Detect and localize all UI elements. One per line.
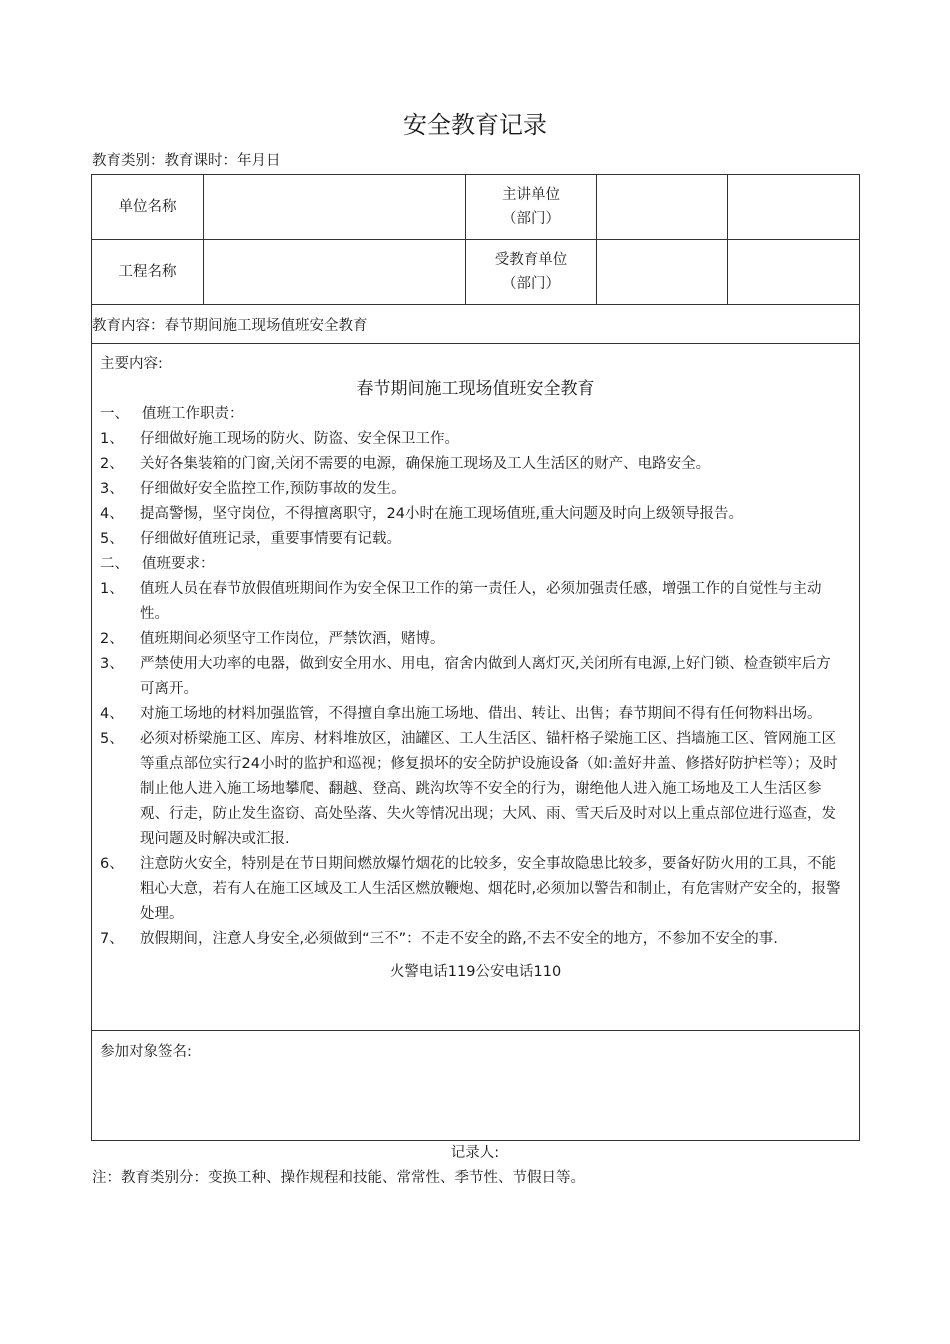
list-item (100, 702, 851, 727)
lecturer-unit-line2: （部门） (502, 211, 560, 227)
unit-name-label: 单位名称 (92, 175, 204, 240)
section-requirements-heading (100, 552, 851, 577)
signature-label: 参加对象签名: (100, 1044, 192, 1060)
item-number: 1、 (100, 431, 124, 447)
lecturer-unit-label (466, 175, 597, 240)
unit-name-value[interactable] (204, 175, 466, 240)
item-number: 2、 (100, 456, 124, 472)
item-text: 必须对桥梁施工区、库房、材料堆放区，油罐区、工人生活区、锚杆格子梁施工区、挡墙施工区、管网施工区等重点部位实行24小时的监护和巡视；修复损坏的安全防护设施设备（如:盖好井盖、修搭好防护栏等）；及时制止他人进入施工场地攀爬、翻越、登高、跳沟坎等不安全的行为，谢绝他人进入施工场地及工人生活区参观、行走，防止发生盗窃、高处坠落、失火等情况出现；大风、雨、雪天后及时对以上重点部位进行巡查，发现问题及时解决或汇报. (140, 731, 838, 847)
item-text: 关好各集装箱的门窗,关闭不需要的电源，确保施工现场及工人生活区的财产、电路安全。 (140, 456, 711, 472)
list-item (100, 652, 851, 702)
item-number: 3、 (100, 656, 124, 672)
item-number: 4、 (100, 706, 124, 722)
list-item (100, 852, 851, 927)
list-item (100, 427, 851, 452)
item-text: 提高警惕，坚守岗位，不得擅离职守，24小时在施工现场值班,重大问题及时向上级领导报告。 (140, 506, 744, 522)
trainee-unit-extra[interactable] (728, 240, 860, 305)
item-text: 注意防火安全，特别是在节日期间燃放爆竹烟花的比较多，安全事故隐患比较多，要备好防火用的工具，不能粗心大意，若有人在施工区域及工人生活区燃放鞭炮、烟花时,必须加以警告和制止，有危害财产安全的，报警处理。 (140, 856, 841, 922)
item-text: 放假期间，注意人身安全,必须做到“三不”：不走不安全的路,不去不安全的地方，不参加不安全的事. (140, 931, 778, 947)
item-number: 6、 (100, 856, 124, 872)
item-text: 仔细做好值班记录，重要事情要有记载。 (140, 531, 401, 547)
list-item (100, 927, 851, 952)
item-text: 仔细做好安全监控工作,预防事故的发生。 (140, 481, 406, 497)
item-text: 值班人员在春节放假值班期间作为安全保卫工作的第一责任人，必须加强责任感，增强工作的自觉性与主动性。 (140, 581, 822, 622)
emergency-phones: 火警电话119公安电话110 (389, 964, 562, 980)
footnote: 注：教育类别分：变换工种、操作规程和技能、常常性、季节性、节假日等。 (92, 1170, 585, 1186)
lecturer-unit-value[interactable] (597, 175, 728, 240)
table-row (92, 175, 860, 240)
trainee-unit-line2: （部门） (502, 276, 560, 292)
education-meta: 教育类别：教育课时：年月日 (92, 153, 281, 169)
list-item (100, 627, 851, 652)
section-number: 二、 (100, 556, 129, 572)
list-item (100, 477, 851, 502)
table-row (92, 1031, 860, 1141)
table-row (92, 305, 860, 344)
list-item (100, 527, 851, 552)
document-title: 安全教育记录 (403, 111, 547, 139)
section-title: 值班工作职责： (142, 406, 244, 422)
item-number: 7、 (100, 931, 124, 947)
list-item (100, 727, 851, 852)
section-title: 值班要求： (142, 556, 215, 572)
lecturer-unit-line1: 主讲单位 (502, 187, 560, 203)
project-name-label: 工程名称 (92, 240, 204, 305)
main-content-label: 主要内容: (100, 356, 163, 372)
item-number: 5、 (100, 531, 124, 547)
item-number: 1、 (100, 581, 124, 597)
table-row (92, 344, 860, 1031)
main-content-cell (92, 344, 860, 1031)
trainee-unit-value[interactable] (597, 240, 728, 305)
section-duties-heading (100, 402, 851, 427)
item-text: 严禁使用大功率的电器，做到安全用水、用电，宿舍内做到人离灯灭,关闭所有电源,上好门锁、检查锁牢后方可离开。 (140, 656, 831, 697)
item-number: 4、 (100, 506, 124, 522)
item-text: 对施工场地的材料加强监管，不得擅自拿出施工场地、借出、转让、出售；春节期间不得有任何物料出场。 (140, 706, 822, 722)
list-item (100, 502, 851, 527)
trainee-unit-label (466, 240, 597, 305)
list-item (100, 452, 851, 477)
main-content-subtitle: 春节期间施工现场值班安全教育 (356, 379, 595, 399)
lecturer-unit-extra[interactable] (728, 175, 860, 240)
signature-cell[interactable] (92, 1031, 860, 1141)
project-name-value[interactable] (204, 240, 466, 305)
table-row (92, 240, 860, 305)
recorder-label: 记录人: (450, 1145, 500, 1161)
item-number: 2、 (100, 631, 124, 647)
item-text: 仔细做好施工现场的防火、防盗、安全保卫工作。 (140, 431, 459, 447)
item-number: 3、 (100, 481, 124, 497)
section-number: 一、 (100, 406, 129, 422)
record-table (91, 174, 860, 1141)
trainee-unit-line1: 受教育单位 (494, 252, 568, 268)
item-text: 值班期间必须坚守工作岗位，严禁饮酒，赌博。 (140, 631, 445, 647)
list-item (100, 577, 851, 627)
item-number: 5、 (100, 731, 124, 747)
education-content: 教育内容：春节期间施工现场值班安全教育 (92, 305, 860, 344)
